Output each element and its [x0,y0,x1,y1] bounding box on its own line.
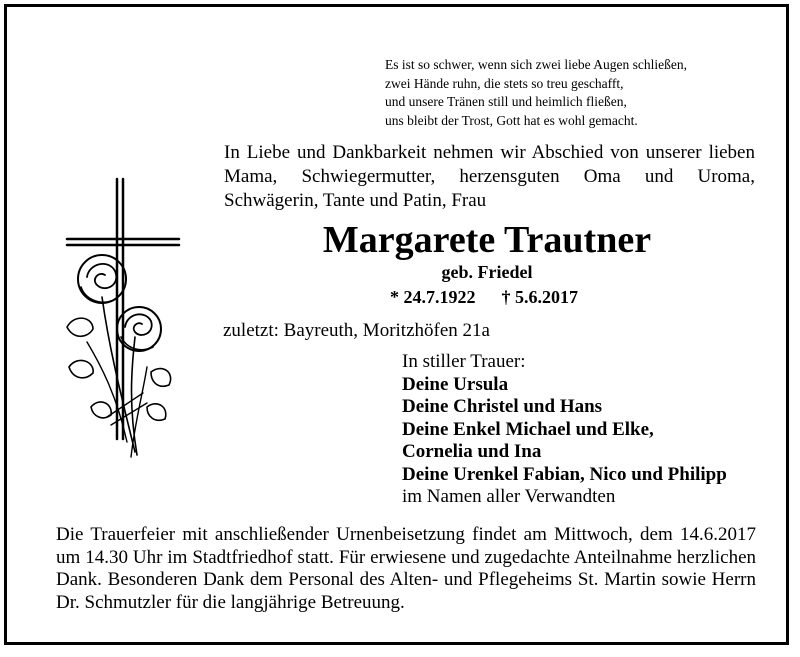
birth-date: * 24.7.1922 [390,287,476,307]
mourners-block [402,351,727,509]
mourner-line: Deine Ursula [402,373,509,395]
obituary-notice [4,4,789,645]
mourners-footer: im Namen aller Verwandten [402,486,616,507]
life-dates [390,286,578,308]
mourner-line: Deine Enkel Michael und Elke, [402,418,654,440]
last-address: zuletzt: Bayreuth, Moritzhöfen 21a [223,320,490,341]
closing-text: Die Trauerfeier mit anschließender Urnenbeisetzung findet am Mittwoch, dem 14.6.2017 um 14.30 Uhr im Stadtfriedhof statt. Für erwiesene und zugedachte Anteilnahme herzlichen Dank. Besonderen Dank dem Personal des Alten- und Pflegeheims St. Martin sowie Herrn Dr. Schmutzler für die langjährige Betreuung. [56,524,756,613]
poem-line: uns bleibt der Trost, Gott hat es wohl gemacht. [385,112,638,128]
death-date: † 5.6.2017 [501,287,578,307]
poem-line: Es ist so schwer, wenn sich zwei liebe Augen schließen, [385,57,688,72]
birth-name: geb. Friedel [441,262,533,282]
memorial-poem [385,56,765,130]
mourners-heading: In stiller Trauer: [402,351,526,372]
mourner-line: Cornelia und Ina [402,441,542,462]
mourner-line: Deine Christel und Hans [402,396,603,417]
cross-with-roses-icon [47,167,192,467]
poem-line: und unsere Tränen still und heimlich fließen, [385,94,627,109]
poem-line: zwei Hände ruhn, die stets so treu geschafft, [385,75,624,91]
mourner-line: Deine Urenkel Fabian, Nico und Philipp [402,463,727,485]
deceased-name: Margarete Trautner [322,219,652,261]
intro-text: In Liebe und Dankbarkeit nehmen wir Abschied von unserer lieben Mama, Schwiegermutter, herzensguten Oma und Uroma, Schwägerin, Tante und Patin, Frau [224,142,755,211]
